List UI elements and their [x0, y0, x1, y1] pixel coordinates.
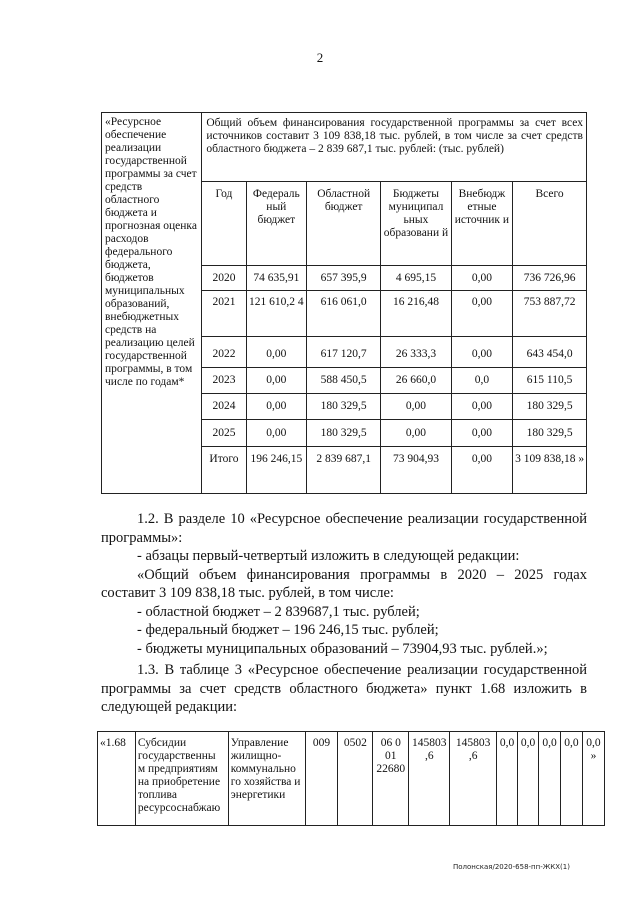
table-label-cell: «Ресурсное обеспечение реализации государственной программы за счет средств областного бюджета и прогнозная оценка расходов федерального бюджета, бюджетов муниципальных образований, внебюджетных средств на реализацию целей государственной программы, в том числе по годам* [102, 113, 202, 494]
cell-municipal: 26 660,0 [381, 368, 451, 394]
cell-amount-2023: 0,0 [539, 732, 561, 826]
cell-total: 180 329,5 [513, 420, 587, 447]
summary-cell: Общий объем финансирования государственной программы за счет всех источников составит 3 109 838,18 тыс. рублей, в том числе за счет средств областного бюджета – 2 839 687,1 тыс. рублей: (тыс. рублей) [202, 113, 587, 182]
header-total: Всего [513, 182, 587, 266]
cell-year: 2021 [202, 291, 246, 337]
cell-municipal: 26 333,3 [381, 337, 451, 368]
cell-regional: 657 395,9 [307, 266, 381, 291]
cell-federal: 0,00 [246, 337, 307, 368]
table-row [98, 732, 605, 826]
section-1-2-total: «Общий объем финансирования программы в 2020 – 2025 годах составит 3 109 838,18 тыс. рублей, в том числе: [101, 566, 587, 601]
cell-year: 2020 [202, 266, 246, 291]
cell-extrabudget: 0,00 [451, 420, 512, 447]
cell-regional: 180 329,5 [307, 420, 381, 447]
cell-code-section: 0502 [338, 732, 373, 826]
resource-table [101, 112, 587, 494]
cell-year: 2024 [202, 394, 246, 420]
cell-regional: 180 329,5 [307, 394, 381, 420]
header-year: Год [202, 182, 246, 266]
cell-executor: Управление жилищно-коммунально го хозяйства и энергетики [228, 732, 305, 826]
cell-description: Субсидии государственны м предприятиям на приобретение топлива ресурсоснабжаю [135, 732, 228, 826]
cell-total: 180 329,5 [513, 394, 587, 420]
item-1-68-table [97, 731, 605, 826]
cell-municipal: 16 216,48 [381, 291, 451, 337]
cell-federal: 121 610,2 4 [246, 291, 307, 337]
cell-year: 2023 [202, 368, 246, 394]
cell-regional: 616 061,0 [307, 291, 381, 337]
page-number: 2 [316, 50, 324, 65]
cell-municipal: 73 904,93 [381, 447, 451, 494]
header-federal: Федераль ный бюджет [246, 182, 307, 266]
cell-total: 3 109 838,18 » [513, 447, 587, 494]
cell-federal: 0,00 [246, 368, 307, 394]
cell-code-target: 06 0 01 22680 [373, 732, 409, 826]
cell-amount-2021: 0,0 [497, 732, 518, 826]
section-1-3-text: 1.3. В таблице 3 «Ресурсное обеспечение реализации государственной программы за счет средств областного бюджета» пункт 1.68 изложить в следующей редакции: [101, 662, 587, 715]
cell-amount-2024: 0,0 [561, 732, 583, 826]
cell-federal: 196 246,15 [246, 447, 307, 494]
header-extrabudget: Внебюдж етные источник и [451, 182, 512, 266]
cell-amount-2025: 0,0 » [582, 732, 604, 826]
header-regional: Областной бюджет [307, 182, 381, 266]
cell-federal: 74 635,91 [246, 266, 307, 291]
cell-regional: 588 450,5 [307, 368, 381, 394]
section-1-3 [101, 661, 587, 717]
document-footer-ref: Полонская/2020-658-пп-ЖКХ(1) [453, 863, 570, 871]
cell-total: 615 110,5 [513, 368, 587, 394]
cell-extrabudget: 0,00 [451, 291, 512, 337]
cell-total: 643 454,0 [513, 337, 587, 368]
cell-amount-2022: 0,0 [518, 732, 539, 826]
cell-extrabudget: 0,00 [451, 266, 512, 291]
cell-municipal: 4 695,15 [381, 266, 451, 291]
section-1-2-municipal: - бюджеты муниципальных образований – 73904,93 тыс. рублей.»; [137, 640, 548, 657]
section-1-2-regional: - областной бюджет – 2 839687,1 тыс. рублей; [137, 603, 420, 620]
cell-amount-total: 145803 ,6 [409, 732, 450, 826]
cell-code-grbs: 009 [305, 732, 338, 826]
cell-extrabudget: 0,0 [451, 368, 512, 394]
cell-federal: 0,00 [246, 394, 307, 420]
section-1-2-instruction: - абзацы первый-четвертый изложить в следующей редакции: [137, 548, 520, 564]
section-1-2-federal: - федеральный бюджет – 196 246,15 тыс. рублей; [137, 622, 439, 638]
section-1-2-heading: 1.2. В разделе 10 «Ресурсное обеспечение реализации государственной программы»: [101, 511, 587, 546]
cell-regional: 2 839 687,1 [307, 447, 381, 494]
section-1-2 [101, 510, 587, 658]
cell-regional: 617 120,7 [307, 337, 381, 368]
cell-extrabudget: 0,00 [451, 337, 512, 368]
cell-total: 753 887,72 [513, 291, 587, 337]
cell-extrabudget: 0,00 [451, 447, 512, 494]
cell-year: 2025 [202, 420, 246, 447]
cell-year: 2022 [202, 337, 246, 368]
cell-item-number: «1.68 [98, 732, 136, 826]
cell-municipal: 0,00 [381, 394, 451, 420]
cell-year: Итого [202, 447, 246, 494]
cell-federal: 0,00 [246, 420, 307, 447]
cell-total: 736 726,96 [513, 266, 587, 291]
cell-extrabudget: 0,00 [451, 394, 512, 420]
cell-amount-2020: 145803 ,6 [450, 732, 497, 826]
header-municipal: Бюджеты муниципал ьных образовани й [381, 182, 451, 266]
cell-municipal: 0,00 [381, 420, 451, 447]
